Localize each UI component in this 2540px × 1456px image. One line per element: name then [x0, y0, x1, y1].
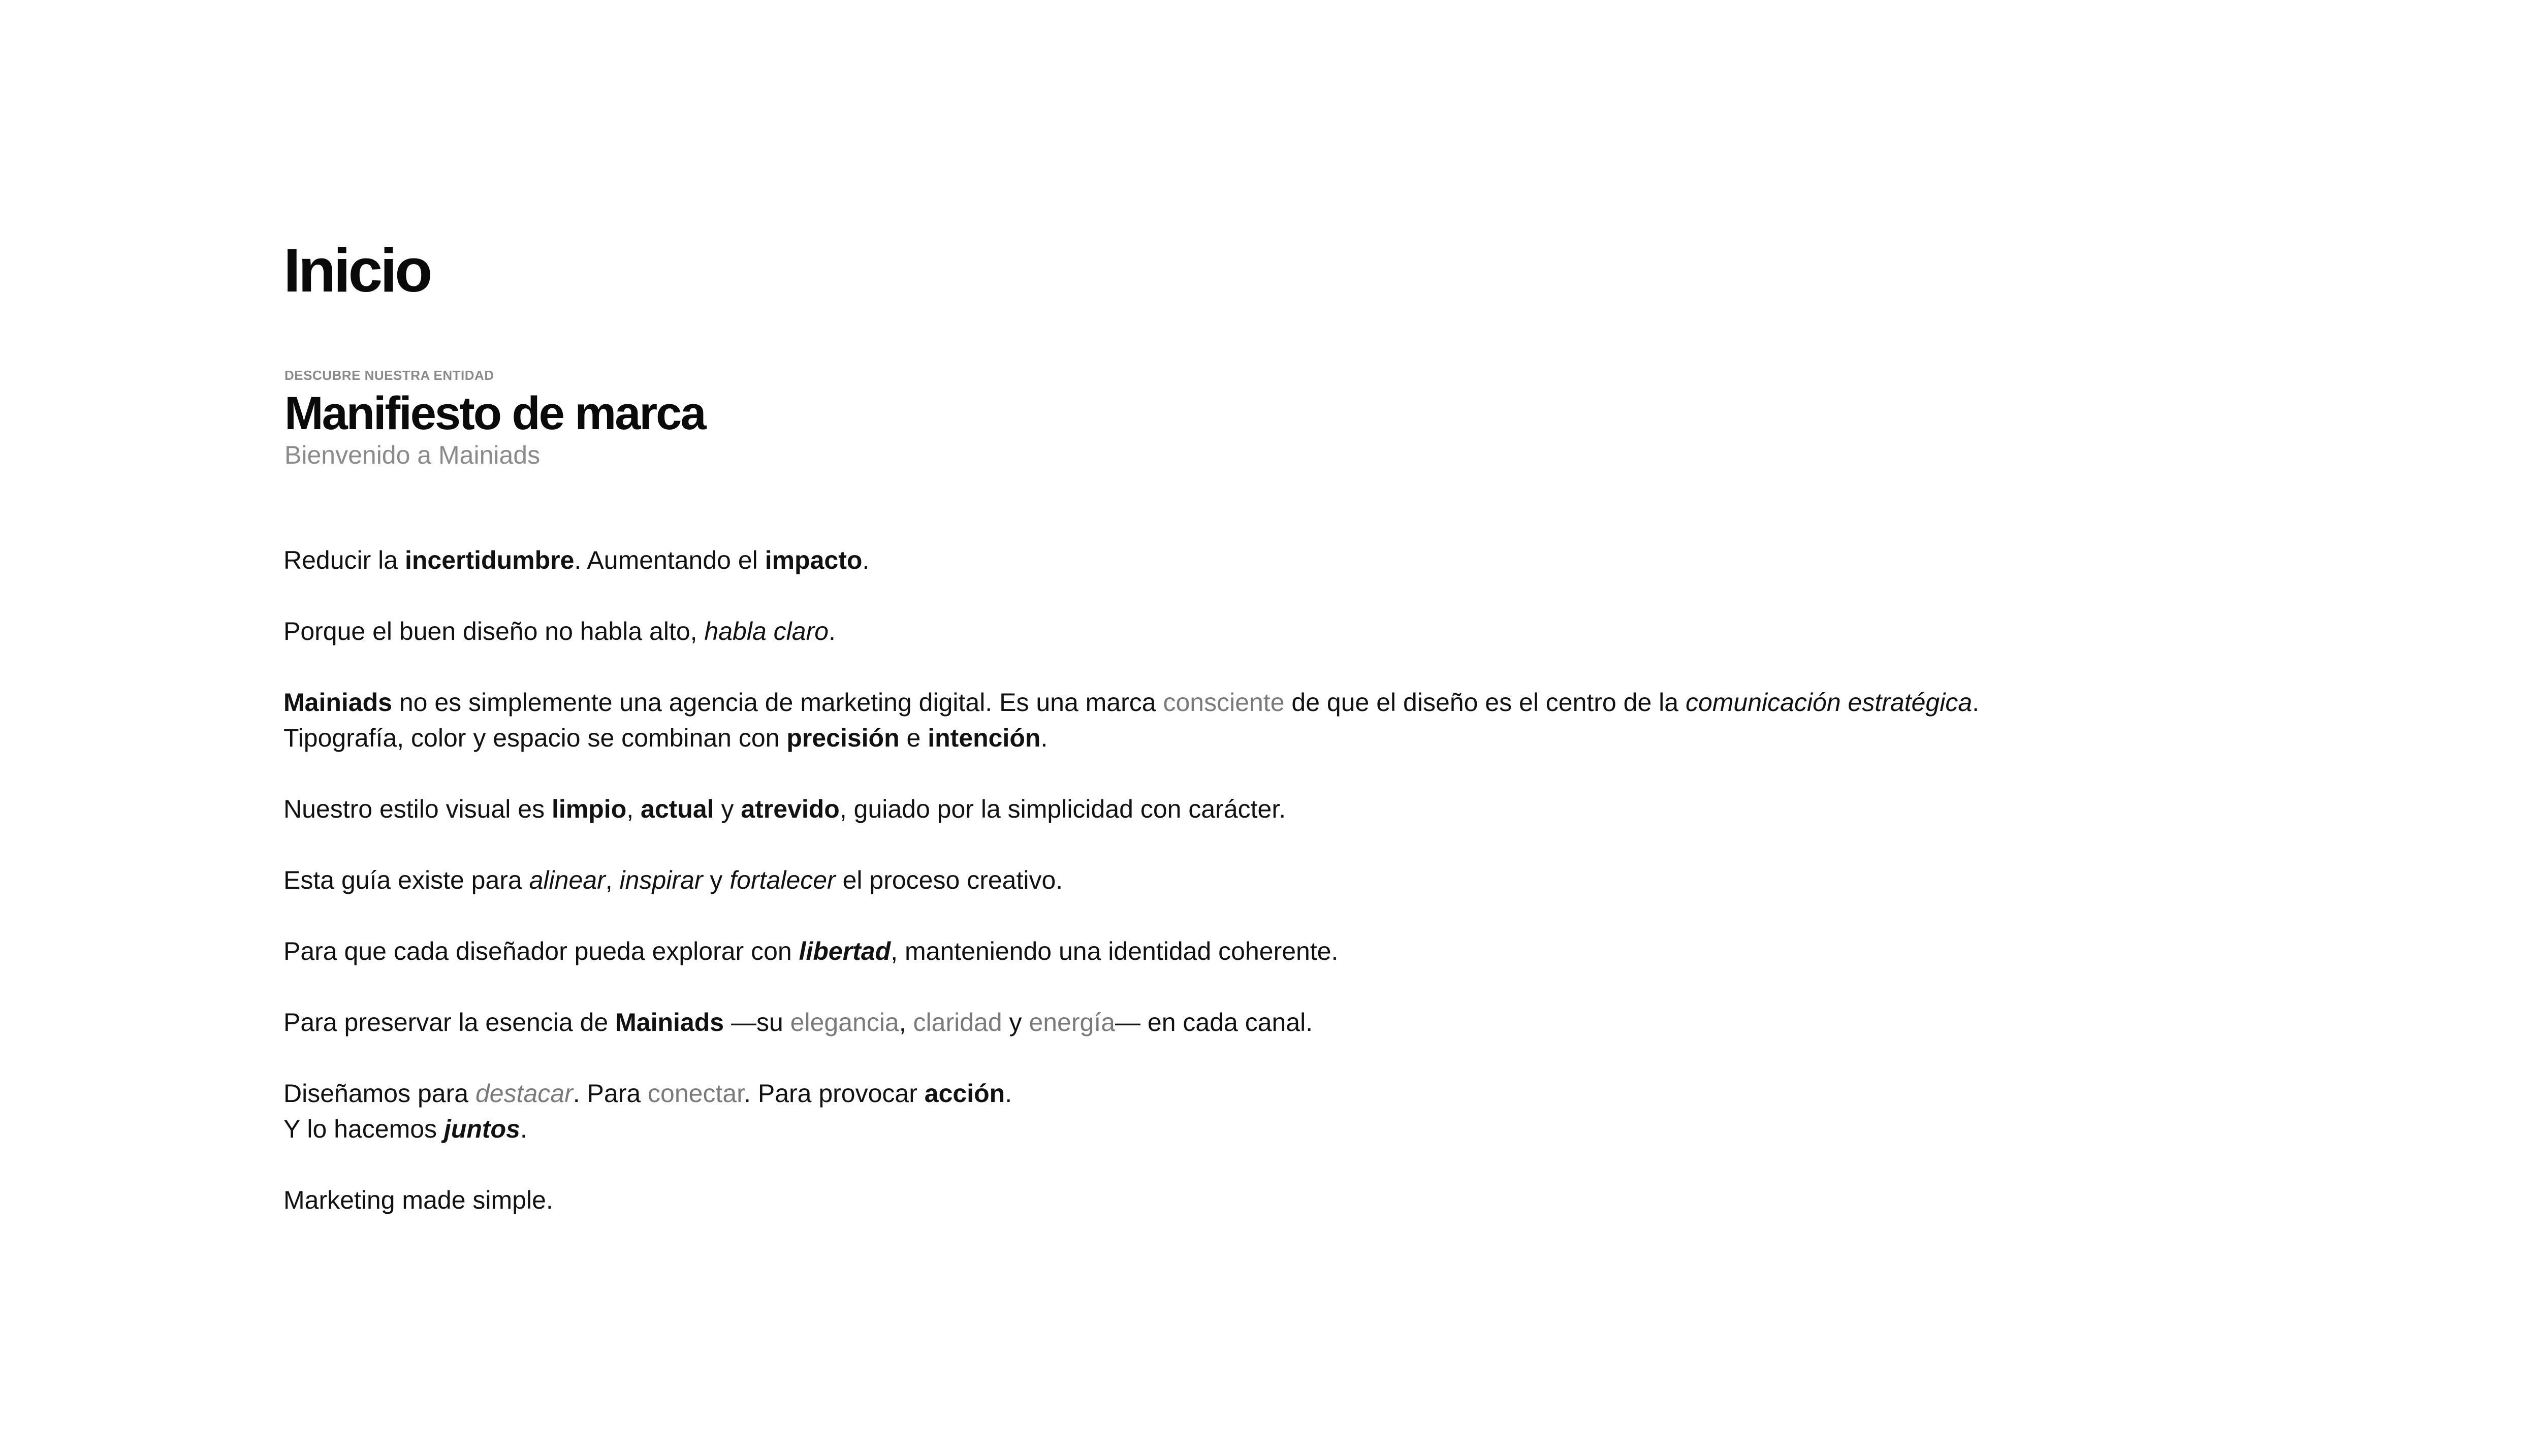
text-run: el proceso creativo. [835, 866, 1063, 894]
text-run-bold: impacto [765, 546, 863, 574]
text-run: y [714, 795, 741, 823]
text-run-bold: Mainiads [283, 688, 392, 717]
text-run: Nuestro estilo visual es [283, 795, 552, 823]
text-run: , [626, 795, 641, 823]
text-run-bold-italic [444, 1115, 520, 1143]
text-run-bold: precisión [786, 724, 900, 752]
page-title: Inicio [283, 236, 430, 305]
text-run-italic: inspirar [619, 866, 703, 894]
text-run: . [520, 1115, 527, 1143]
manifesto-paragraph-5 [283, 862, 2468, 898]
text-run: de que el diseño es el centro de la [1284, 688, 1686, 717]
text-run-bold: acción [924, 1079, 1005, 1108]
text-run-bold: actual [641, 795, 714, 823]
text-run: Marketing made simple. [283, 1186, 553, 1214]
text-run: e [899, 724, 928, 752]
text-run: Diseñamos para [283, 1079, 475, 1108]
text-run-italic: alinear [529, 866, 606, 894]
text-run: Tipografía, color y espacio se combinan con [283, 724, 787, 752]
manifesto-paragraph-2 [283, 613, 2468, 649]
text-run-italic: comunicación estratégica [1685, 688, 1973, 717]
text-run: , [605, 866, 620, 894]
text-run: Reducir la [283, 546, 405, 574]
text-run-italic: fortalecer [729, 866, 836, 894]
manifesto-paragraph-8 [283, 1076, 2468, 1147]
text-run-italic: habla claro [704, 617, 829, 645]
text-run: . [862, 546, 870, 574]
text-run: , [899, 1008, 913, 1037]
text-run: —su [724, 1008, 790, 1037]
text-run: Esta guía existe para [283, 866, 529, 894]
text-run: Para preservar la esencia de [283, 1008, 616, 1037]
text-run-muted: elegancia [790, 1008, 899, 1037]
text-run-bold: atrevido [741, 795, 840, 823]
text-run: — en cada canal. [1115, 1008, 1313, 1037]
text-run: . [1972, 688, 1980, 717]
text-run: , guiado por la simplicidad con carácter. [839, 795, 1286, 823]
section-subtitle: Bienvenido a Mainiads [284, 441, 541, 469]
text-run: . [1040, 724, 1048, 752]
text-run: , manteniendo una identidad coherente. [891, 937, 1339, 965]
manifesto-paragraph-1 [283, 542, 2468, 578]
text-run-bold-italic [799, 937, 891, 965]
text-run-bold: incertidumbre [405, 546, 575, 574]
manifesto-body [283, 542, 2468, 1253]
manifesto-header [284, 367, 705, 470]
text-run: Para que cada diseñador pueda explorar con [283, 937, 799, 965]
text-run: . Para provocar [744, 1079, 925, 1108]
manifesto-paragraph-4 [283, 791, 2468, 827]
text-run: no es simplemente una agencia de marketing digital. Es una marca [392, 688, 1163, 717]
text-run: . [1005, 1079, 1012, 1108]
text-run: . Para [573, 1079, 648, 1108]
text-run: y [703, 866, 730, 894]
text-run: . Aumentando el [574, 546, 765, 574]
section-kicker: DESCUBRE NUESTRA ENTIDAD [284, 368, 494, 383]
text-run-bold: intención [928, 724, 1041, 752]
text-run-bold: Mainiads [615, 1008, 724, 1037]
text-run-muted: energía [1029, 1008, 1116, 1037]
manifesto-paragraph-3 [283, 685, 2468, 756]
text-run-bold-italic-inner: juntos [443, 1115, 520, 1143]
text-run-bold-italic-inner: libertad [799, 937, 891, 965]
text-run-muted: claridad [913, 1008, 1002, 1037]
text-run-bold: limpio [552, 795, 627, 823]
text-run: Y lo hacemos [283, 1115, 444, 1143]
text-run: Porque el buen diseño no habla alto, [283, 617, 705, 645]
text-run: y [1002, 1008, 1029, 1037]
text-run: . [829, 617, 836, 645]
manifesto-paragraph-7 [283, 1005, 2468, 1040]
text-run-muted-italic: destacar [475, 1079, 573, 1108]
section-title: Manifiesto de marca [284, 387, 705, 439]
text-run-muted: conectar [648, 1079, 744, 1108]
text-run-muted: consciente [1163, 688, 1285, 717]
manifesto-paragraph-9 [283, 1182, 2468, 1218]
manifesto-paragraph-6 [283, 933, 2468, 969]
